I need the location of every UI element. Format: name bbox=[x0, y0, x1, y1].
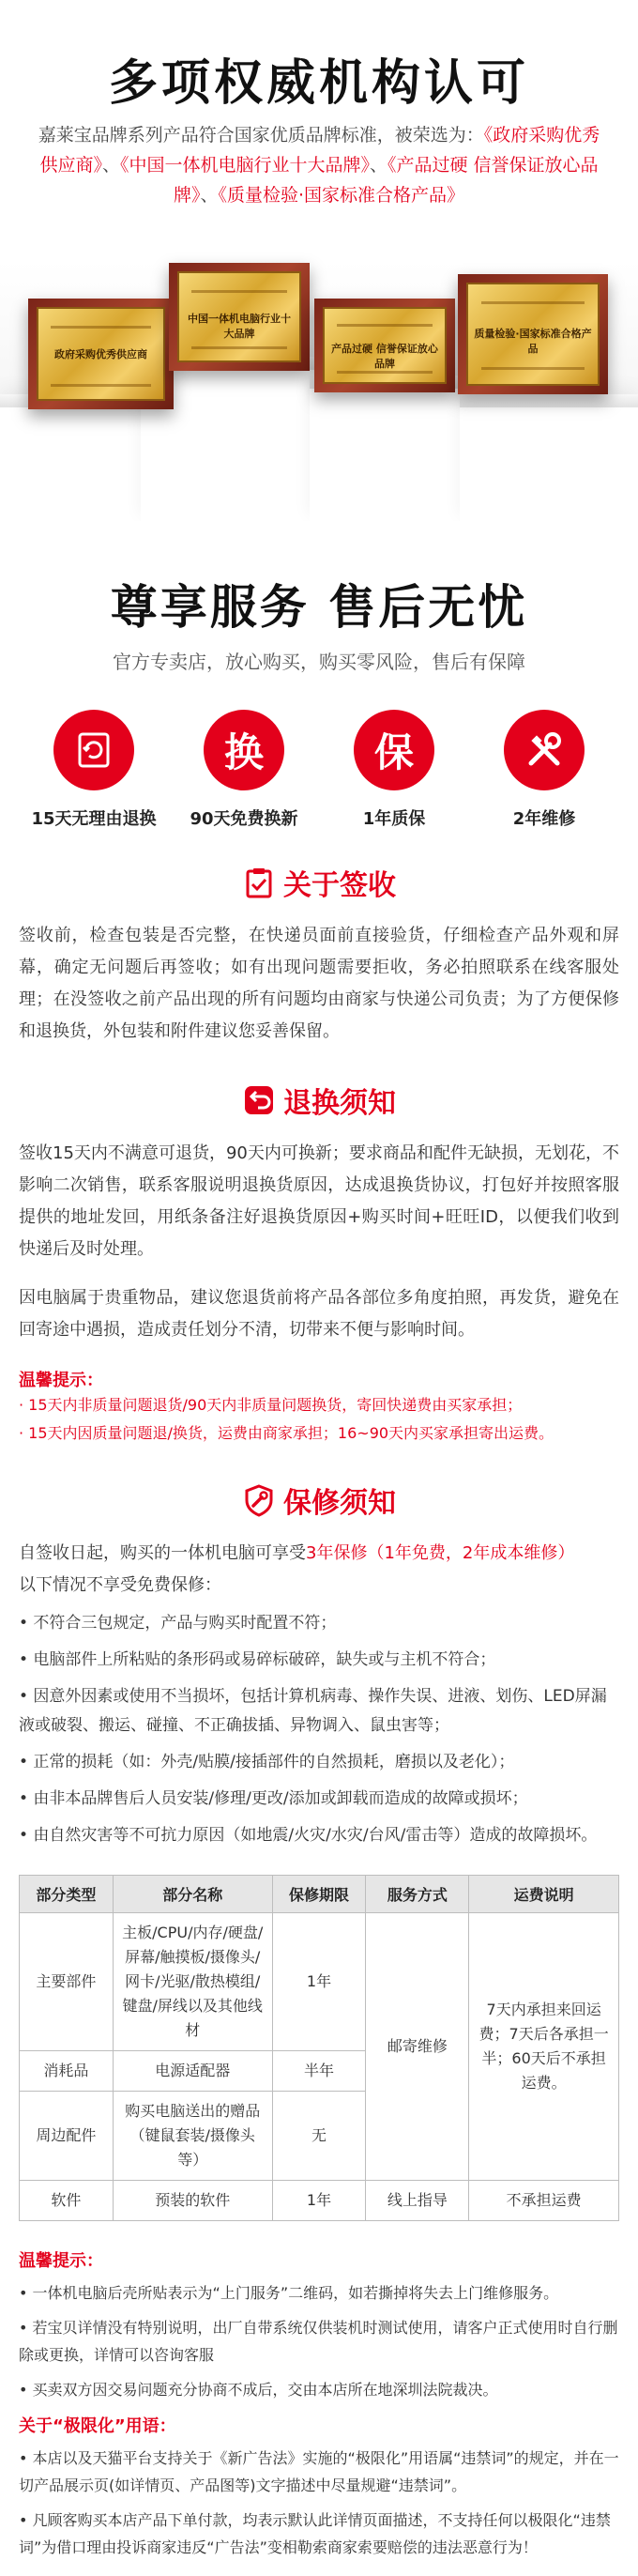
warranty-glyph: 保 bbox=[373, 729, 414, 775]
returns-tip: · 15天内非质量问题退货/90天内非质量问题换货，寄回快递费由买家承担； bbox=[19, 1396, 523, 1414]
column-header: 部分类型 bbox=[20, 1876, 114, 1913]
plaque-heading: 产品过硬 信誉保证放心品牌 bbox=[331, 343, 438, 370]
warranty-period-cell: 1年 bbox=[272, 1913, 366, 2051]
display-stand bbox=[0, 394, 150, 521]
warranty-period-cell: 1年 bbox=[272, 2181, 366, 2221]
certificate-intro bbox=[36, 120, 602, 210]
intro-separator: 、 bbox=[369, 155, 387, 176]
warranty-period-cell: 无 bbox=[272, 2092, 366, 2181]
table-header-row bbox=[20, 1876, 619, 1913]
honor-quality: 《质量检验·国家标准合格产品》 bbox=[218, 185, 465, 206]
note-item: • 若宝贝详情没有特别说明，出厂自带系统仅供装机时测试使用，请客户正式使用时自行删除或更换，详情可以咨询客服 bbox=[19, 2319, 618, 2364]
warranty-section-title: 保修须知 bbox=[283, 1487, 396, 1520]
sign-section-title: 关于签收 bbox=[283, 869, 396, 902]
badge-label: 15天无理由退换 bbox=[31, 809, 157, 829]
service-method: 邮寄维修 bbox=[366, 1913, 469, 2181]
warranty-section-header bbox=[0, 1480, 638, 1521]
note-item: • 买卖双方因交易问题充分协商不成后，交由本店所在地深圳法院裁决。 bbox=[19, 2381, 498, 2399]
badge-2-year-repair bbox=[474, 710, 615, 830]
warranty-exclusion: • 由自然灾害等不可抗力原因（如地震/火灾/水灾/台风/雷击等）造成的故障损坏。 bbox=[19, 1826, 598, 1845]
badge-90-day-exchange bbox=[174, 710, 314, 830]
certificate-plaque bbox=[458, 274, 608, 394]
honor-trusted-brand: 《产品过硬 信誉保证放心品牌》 bbox=[173, 155, 599, 206]
returns-tip-title: 温馨提示： bbox=[19, 1371, 103, 1390]
certificate-plaque bbox=[314, 299, 455, 392]
limit-words-item: • 凡顾客购买本店产品下单付款，均表示默认此详情页面描述，不支持任何以极限化“违禁词”为借口理由投诉商家违反“广告法”变相勒索商家索要赔偿的违法恶意行为！ bbox=[19, 2511, 611, 2556]
warranty-intro bbox=[0, 1538, 638, 1602]
warranty-exclusion: • 正常的损耗（如：外壳/贴膜/接插部件的自然损耗，磨损以及老化）； bbox=[19, 1753, 515, 1771]
certificate-plaque bbox=[28, 299, 174, 409]
returns-photo-advice: 因电脑属于贵重物品，建议您退货前将产品各部位多角度拍照，再发货，避免在回寄途中遇损，造成责任划分不清，切带来不便与影响时间。 bbox=[19, 1288, 619, 1340]
intro-text: 嘉莱宝品牌系列产品符合国家优质品牌标准，被荣选为： bbox=[38, 125, 484, 146]
sign-section-header bbox=[0, 862, 638, 903]
badge-1-year-warranty bbox=[324, 710, 464, 830]
part-name: 预装的软件 bbox=[113, 2181, 272, 2221]
honor-government: 《政府采购优秀供应商》 bbox=[39, 125, 600, 176]
note-item: • 一体机电脑后壳所贴表示为“上门服务”二维码，如若撕掉将失去上门维修服务。 bbox=[19, 2284, 559, 2302]
exchange-glyph: 换 bbox=[223, 729, 264, 775]
service-title: 尊享服务 售后无忧 bbox=[110, 580, 528, 635]
warranty-exclusion: • 由非本品牌售后人员安装/修理/更改/添加或卸载而造成的故障或损坏； bbox=[19, 1789, 528, 1808]
notes-title: 温馨提示： bbox=[19, 2251, 103, 2271]
warranty-exclusion: • 不符合三包规定，产品与购买时配置不符； bbox=[19, 1614, 337, 1633]
part-type: 消耗品 bbox=[20, 2051, 114, 2092]
warranty-period: 3年保修（1年免费，2年成本维修） bbox=[306, 1543, 575, 1563]
display-stand bbox=[460, 394, 638, 521]
part-type: 主要部件 bbox=[20, 1913, 114, 2051]
plaque-heading: 政府采购优秀供应商 bbox=[53, 348, 147, 360]
sign-body: 签收前，检查包装是否完整，在快递员面前直接验货，仔细检查产品外观和屏幕，确定无问题后再签收；如有出现问题需要拒收，务必拍照联系在线客服处理；在没签收之前产品出现的所有问题均由商家与快递公司负责；为了方便保修和退换货，外包装和附件建议您妥善保留。 bbox=[19, 926, 619, 1041]
warranty-intro-text: 自签收日起，购买的一体机电脑可享受 bbox=[19, 1543, 306, 1563]
certificate-plaque bbox=[169, 263, 310, 371]
limit-words-item: • 本店以及天猫平台支持关于《新广告法》实施的“极限化”用语属“违禁词”的规定，并在一切产品展示页(如详情页、产品图等)文字描述中尽量规避“违禁词”。 bbox=[19, 2449, 619, 2494]
warranty-exclusion: • 电脑部件上所粘贴的条形码或易碎标破碎，缺失或与主机不符合； bbox=[19, 1650, 496, 1669]
plaque-heading: 中国一体机电脑行业十大品牌 bbox=[187, 313, 291, 340]
warranty-table bbox=[19, 1875, 619, 2221]
part-name: 购买电脑送出的赠品（键鼠套装/摄像头等） bbox=[113, 2092, 272, 2181]
certificate-title: 多项权威机构认可 bbox=[108, 55, 529, 112]
badge-label: 2年维修 bbox=[512, 809, 576, 829]
part-name: 主板/CPU/内存/硬盘/屏幕/触摸板/摄像头/网卡/光驱/散热模组/键盘/屏线以及其他线材 bbox=[113, 1913, 272, 2051]
display-stand bbox=[310, 376, 469, 521]
badge-label: 90天免费换新 bbox=[190, 809, 298, 829]
part-type: 软件 bbox=[20, 2181, 114, 2221]
returns-body: 签收15天内不满意可退货，90天内可换新；要求商品和配件无缺损，无划花，不影响二次销售，联系客服说明退换货原因，达成退换货协议，打包好并按照客服提供的地址发回，用纸条备注好退换货原因+购买时间+旺旺ID，以便我们收到快递后及时处理。 bbox=[19, 1143, 619, 1259]
freight-note: 不承担运费 bbox=[469, 2181, 619, 2221]
return-box-icon bbox=[53, 710, 134, 790]
exchange-icon bbox=[204, 710, 284, 790]
badge-15-day-return bbox=[23, 710, 164, 830]
warranty-exclusion: • 因意外因素或使用不当损坏，包括计算机病毒、操作失误、进液、划伤、LED屏漏液或破裂、搬运、碰撞、不正确拔插、异物调入、鼠虫害等； bbox=[19, 1687, 607, 1735]
column-header: 部分名称 bbox=[113, 1876, 272, 1913]
repair-tools-icon bbox=[504, 710, 585, 790]
column-header: 运费说明 bbox=[469, 1876, 619, 1913]
returns-tip: · 15天内因质量问题退/换货，运费由商家承担；16~90天内买家承担寄出运费。 bbox=[19, 1424, 554, 1442]
column-header: 服务方式 bbox=[366, 1876, 469, 1913]
service-badges bbox=[0, 674, 638, 830]
wrench-shield-icon bbox=[242, 1483, 276, 1517]
intro-separator: 、 bbox=[101, 155, 120, 176]
badge-label: 1年质保 bbox=[362, 809, 426, 829]
limit-words-title: 关于“极限化”用语： bbox=[19, 2416, 176, 2436]
warranty-period-cell: 半年 bbox=[272, 2051, 366, 2092]
plaque-heading: 质量检验·国家标准合格产品 bbox=[474, 328, 592, 355]
honor-top-ten: 《中国一体机电脑行业十大品牌》 bbox=[119, 155, 370, 176]
intro-separator: 、 bbox=[200, 185, 219, 206]
certificate-hero bbox=[0, 0, 638, 521]
part-type: 周边配件 bbox=[20, 2092, 114, 2181]
table-row bbox=[20, 2181, 619, 2221]
table-row bbox=[20, 1913, 619, 2051]
service-subtitle: 官方专卖店，放心购买，购买零风险，售后有保障 bbox=[113, 651, 525, 673]
returns-section-title: 退换须知 bbox=[283, 1087, 396, 1120]
return-arrow-icon bbox=[242, 1083, 276, 1117]
part-name: 电源适配器 bbox=[113, 2051, 272, 2092]
warranty-intro-tail: 以下情况不享受免费保修： bbox=[19, 1575, 221, 1595]
warranty-icon bbox=[354, 710, 434, 790]
returns-section-header bbox=[0, 1080, 638, 1121]
clipboard-icon bbox=[242, 866, 276, 899]
service-method: 线上指导 bbox=[366, 2181, 469, 2221]
freight-note: 7天内承担来回运费；7天后各承担一半；60天后不承担运费。 bbox=[469, 1913, 619, 2181]
column-header: 保修期限 bbox=[272, 1876, 366, 1913]
